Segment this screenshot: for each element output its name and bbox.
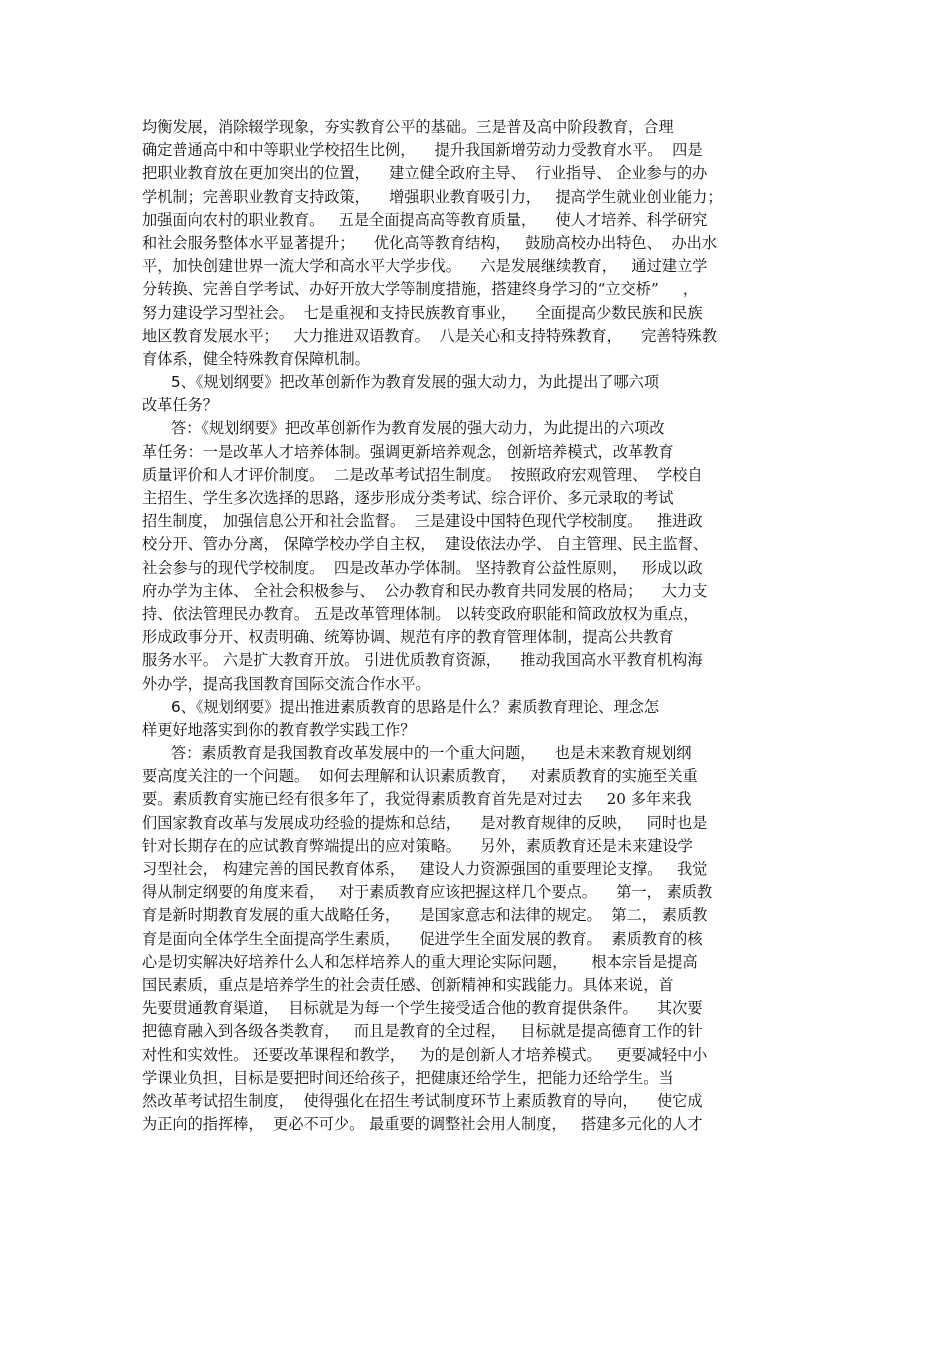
answer-5-line: 社会参与的现代学校制度。 四是改革办学体制。 坚持教育公益性原则， 形成以政 xyxy=(142,558,703,577)
answer-6-line: 得从制定纲要的角度来看， 对于素质教育应该把握这样几个要点。 第一， 素质教 xyxy=(142,883,713,902)
answer-6-line: 把德育融入到各级各类教育， 而且是教育的全过程， 目标就是提高德育工作的针 xyxy=(142,1022,703,1041)
answer-6-line: 心是切实解决好培养什么人和怎样培养人的重大理论实际问题， 根本宗旨是提高 xyxy=(142,952,698,971)
text-line: 地区教育发展水平； 大力推进双语教育。 八是关心和支持特殊教育， 完善特殊教 xyxy=(142,326,718,345)
answer-6-line: 答：素质教育是我国教育改革发展中的一个重大问题， 也是未来教育规划纲 xyxy=(142,744,692,763)
answer-5-line: 招生制度， 加强信息公开和社会监督。 三是建设中国特色现代学校制度。 推进政 xyxy=(142,512,703,531)
answer-6-line: 先要贯通教育渠道， 目标就是为每一个学生接受适合他的教育提供条件。 其次要 xyxy=(142,999,703,1018)
answer-6-line: 对性和实效性。 还要改革课程和教学， 为的是创新人才培养模式。 更要减轻中小 xyxy=(142,1045,708,1064)
text-line: 育体系，健全特殊教育保障机制。 xyxy=(142,349,370,368)
text-line: 平，加快创建世界一流大学和高水平大学步伐。 六是发展继续教育， 通过建立学 xyxy=(142,257,708,276)
answer-6-line: 要高度关注的一个问题。 如何去理解和认识素质教育， 对素质教育的实施至关重 xyxy=(142,767,698,786)
answer-5-line: 校分开、管办分离， 保障学校办学自主权， 建设依法办学、 自主管理、民主监督、 xyxy=(142,535,709,554)
document-body xyxy=(142,116,812,1136)
answer-6-line: 为正向的指挥棒， 更必不可少。 最重要的调整社会用人制度， 搭建多元化的人才 xyxy=(142,1115,703,1134)
text-line: 和社会服务整体水平显著提升； 优化高等教育结构， 鼓励高校办出特色、 办出水 xyxy=(142,233,718,252)
text-line: 均衡发展，消除辍学现象，夯实教育公平的基础。三是普及高中阶段教育，合理 xyxy=(142,118,674,136)
answer-5-line: 主招生、学生多次选择的思路，逐步形成分类考试、综合评价、多元录取的考试 xyxy=(142,489,674,507)
answer-5-line: 质量评价和人才评价制度。 二是改革考试招生制度。 按照政府宏观管理、 学校自 xyxy=(142,465,703,484)
answer-6-line: 们国家教育改革与发展成功经验的提炼和总结， 是对教育规律的反映， 同时也是 xyxy=(142,813,708,832)
text-line: 把职业教育放在更加突出的位置， 建立健全政府主导、 行业指导、 企业参与的办 xyxy=(142,164,708,183)
answer-5-line: 府办学为主体、 全社会积极参与、 公办教育和民办教育共同发展的格局； 大力支 xyxy=(142,581,708,600)
text-line: 学机制；完善职业教育支持政策， 增强职业教育吸引力， 提高学生就业创业能力； xyxy=(142,187,723,206)
answer-5-line: 外办学，提高我国教育国际交流合作水平。 xyxy=(142,674,431,693)
answer-6-line: 育是面向全体学生全面提高学生素质， 促进学生全面发展的教育。 素质教育的核 xyxy=(142,929,703,948)
question-5-line: 5、《规划纲要》把改革创新作为教育发展的强大动力，为此提出了哪六项 xyxy=(142,373,660,392)
question-5-line: 改革任务？ xyxy=(142,396,218,415)
answer-6-line: 学课业负担，目标是要把时间还给孩子，把健康还给学生，把能力还给学生。当 xyxy=(142,1068,674,1087)
answer-5-line: 革任务：一是改革人才培养体制。强调更新培养观念，创新培养模式，改革教育 xyxy=(142,442,674,461)
text-line: 努力建设学习型社会。 七是重视和支持民族教育事业， 全面提高少数民族和民族 xyxy=(142,303,703,322)
answer-6-line: 习型社会， 构建完善的国民教育体系， 建设人力资源强国的重要理论支撑。 我觉 xyxy=(142,860,708,878)
text-line: 分转换、完善自学考试、办好开放大学等制度措施，搭建终身学习的“立交桥” ， xyxy=(142,280,699,299)
answer-5-line: 形成政事分开、权责明确、统筹协调、规范有序的教育管理体制，提高公共教育 xyxy=(142,628,674,647)
answer-5-line: 持、依法管理民办教育。 五是改革管理体制。 以转变政府职能和简政放权为重点， xyxy=(142,604,699,623)
answer-6-line: 国民素质，重点是培养学生的社会责任感、创新精神和实践能力。具体来说，首 xyxy=(142,975,674,994)
answer-6-line: 育是新时期教育发展的重大战略任务， 是国家意志和法律的规定。 第二， 素质教 xyxy=(142,906,708,925)
text-line: 确定普通高中和中等职业学校招生比例， 提升我国新增劳动力受教育水平。 四是 xyxy=(142,141,703,160)
answer-6-line: 针对长期存在的应试教育弊端提出的应对策略。 另外，素质教育还是未来建设学 xyxy=(142,836,693,855)
answer-5-line: 服务水平。 六是扩大教育开放。 引进优质教育资源， 推动我国高水平教育机构海 xyxy=(142,651,703,670)
answer-6-line: 要。素质教育实施已经有很多年了，我觉得素质教育首先是对过去 20 多年来我 xyxy=(142,790,692,809)
answer-6-line: 然改革考试招生制度， 使得强化在招生考试制度环节上素质教育的导向， 使它成 xyxy=(142,1091,703,1110)
question-6-line: 样更好地落实到你的教育教学实践工作？ xyxy=(142,720,416,739)
question-6-line: 6、《规划纲要》提出推进素质教育的思路是什么？素质教育理论、理念怎 xyxy=(142,697,660,716)
text-line: 加强面向农村的职业教育。 五是全面提高高等教育质量， 使人才培养、科学研究 xyxy=(142,210,708,229)
answer-5-line: 答：《规划纲要》把改革创新作为教育发展的强大动力，为此提出的六项改 xyxy=(142,419,665,438)
